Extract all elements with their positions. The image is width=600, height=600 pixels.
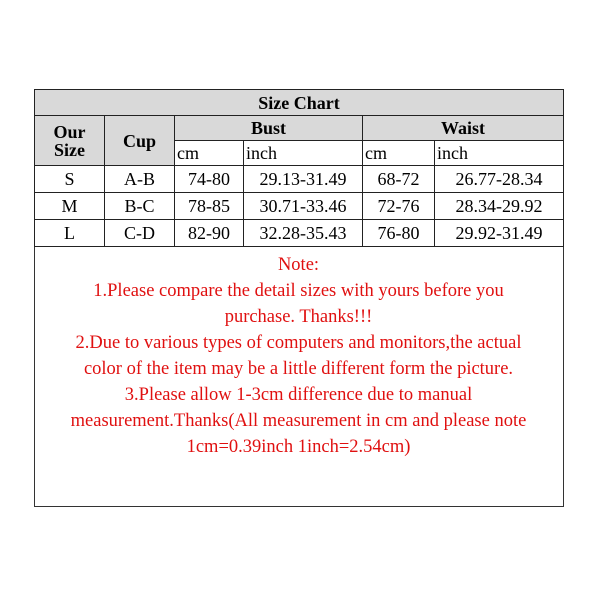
note-line: measurement.Thanks(All measurement in cm and please note [70, 411, 527, 431]
waist-inch-header: inch [435, 141, 564, 166]
bust-cm-cell: 82-90 [175, 220, 244, 247]
size-cell: L [35, 220, 105, 247]
table-title: Size Chart [35, 90, 564, 116]
cup-cell: C-D [105, 220, 175, 247]
bust-inch-header: inch [244, 141, 363, 166]
note-line: purchase. Thanks!!! [224, 307, 373, 327]
waist-cm-cell: 68-72 [363, 166, 435, 193]
bust-cm-cell: 78-85 [175, 193, 244, 220]
waist-header: Waist [363, 116, 564, 141]
table-row [35, 193, 564, 220]
cup-header: Cup [105, 116, 175, 166]
waist-cm-cell: 76-80 [363, 220, 435, 247]
table-row [35, 220, 564, 247]
bust-cm-header: cm [175, 141, 244, 166]
bust-inch-cell: 32.28-35.43 [244, 220, 363, 247]
note-line: 2.Due to various types of computers and monitors,the actual [75, 333, 522, 353]
bust-inch-cell: 30.71-33.46 [244, 193, 363, 220]
size-table [34, 89, 564, 247]
bust-header: Bust [175, 116, 363, 141]
size-cell: S [35, 166, 105, 193]
note-line: color of the item may be a little different form the picture. [83, 359, 514, 379]
waist-inch-cell: 29.92-31.49 [435, 220, 564, 247]
table-row [35, 166, 564, 193]
bust-cm-cell: 74-80 [175, 166, 244, 193]
waist-cm-cell: 72-76 [363, 193, 435, 220]
size-chart [34, 89, 564, 507]
note-block [35, 252, 562, 460]
note-line: 3.Please allow 1-3cm difference due to manual [124, 385, 473, 405]
waist-inch-cell: 26.77-28.34 [435, 166, 564, 193]
note-line: 1.Please compare the detail sizes with yours before you [93, 281, 504, 301]
bust-inch-cell: 29.13-31.49 [244, 166, 363, 193]
our-size-header [35, 116, 105, 166]
size-cell: M [35, 193, 105, 220]
our-size-header-line1: Our [53, 121, 86, 142]
note-heading: Note: [277, 255, 320, 275]
our-size-header-line2: Size [54, 139, 85, 160]
note-line: 1cm=0.39inch 1inch=2.54cm) [186, 437, 411, 457]
waist-cm-header: cm [363, 141, 435, 166]
cup-cell: A-B [105, 166, 175, 193]
cup-cell: B-C [105, 193, 175, 220]
waist-inch-cell: 28.34-29.92 [435, 193, 564, 220]
